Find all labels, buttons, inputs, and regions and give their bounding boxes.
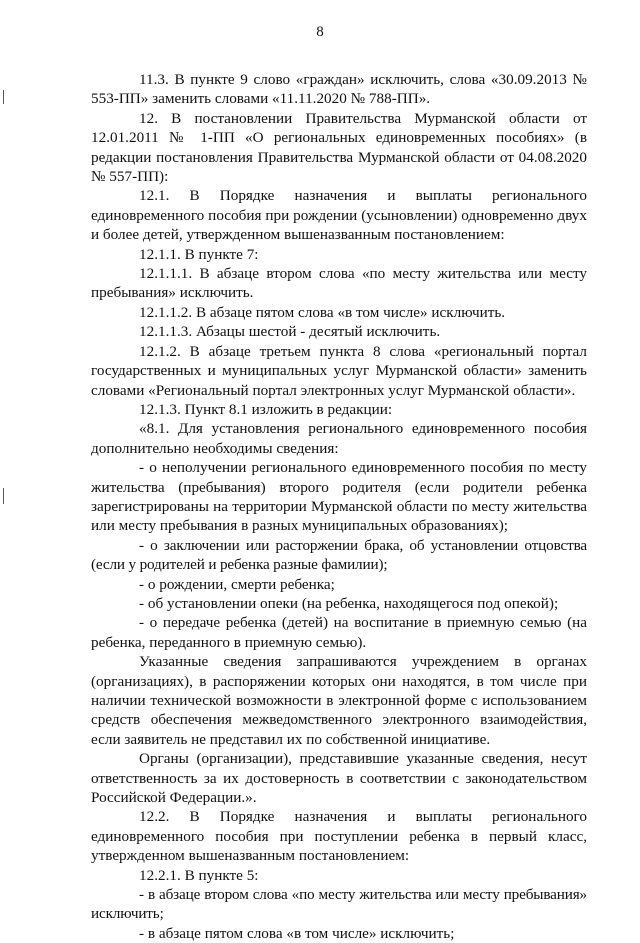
paragraph-12-1-3: 12.1.3. Пункт 8.1 изложить в редакции: xyxy=(139,400,393,418)
scan-edge-mark xyxy=(3,488,4,504)
paragraph-12-1-1-3: 12.1.1.3. Абзацы шестой - десятый исключить. xyxy=(139,323,441,341)
paragraph-12-1: 12.1. В Порядке назначения и выплаты регионального единовременного пособия при рождении (усыновлении) одновременно двух и более детей, утвержденном вышеназванным постановлением: xyxy=(91,187,587,244)
list-item: - в абзаце пятом слова «в том числе» исключить; xyxy=(139,924,455,942)
paragraph-12-1-2: 12.1.2. В абзаце третьем пункта 8 слова «региональный портал государственных и муниципальных услуг Мурманской области» заменить словами «Региональный портал электронных услуг Мурманской области». xyxy=(91,342,587,399)
paragraph-12-1-1: 12.1.1. В пункте 7: xyxy=(139,245,259,263)
paragraph-requests: Указанные сведения запрашиваются учреждением в органах (организациях), в распоряжении которых они находятся, в том числе при наличии технической возможности в электронной форме с использованием средств обеспечения межведомственного электронного взаимодействия, если заявитель не представил их по собственной инициативе. xyxy=(91,653,587,748)
list-item: - о неполучении регионального единовременного пособия по месту жительства (пребывания) второго родителя (если родители ребенка зарегистрированы на территории Мурманской области по месту жительства или месту пребывания в разных муниципальных образованиях); xyxy=(91,459,587,535)
paragraph-12-1-1-2: 12.1.1.2. В абзаце пятом слова «в том числе» исключить. xyxy=(139,303,506,321)
quoted-item-8-1: «8.1. Для установления регионального единовременного пособия дополнительно необходимы сведения: xyxy=(91,420,587,457)
page-number: 8 xyxy=(316,24,324,40)
paragraph-12: 12. В постановлении Правительства Мурманской области от 12.01.2011 № 1-ПП «О региональных единовременных пособиях» (в редакции постановления Правительства Мурманской области от 04.08.2020 № 557-ПП): xyxy=(91,109,587,186)
list-item: - о заключении или расторжении брака, об установлении отцовства (если у родителей и ребенка разные фамилии); xyxy=(91,536,587,574)
list-item: - в абзаце втором слова «по месту жительства или месту пребывания» исключить; xyxy=(91,886,587,923)
paragraph-12-2: 12.2. В Порядке назначения и выплаты регионального единовременного пособия при поступлении ребенка в первый класс, утвержденном вышеназванным постановлением: xyxy=(91,808,587,865)
paragraph-responsibility: Органы (организации), представившие указанные сведения, несут ответственность за их достоверность в соответствии с законодательством Российской Федерации.». xyxy=(91,750,587,807)
paragraph-12-1-1-1: 12.1.1.1. В абзаце втором слова «по месту жительства или месту пребывания» исключить. xyxy=(91,265,587,302)
paragraph-11-3: 11.3. В пункте 9 слово «граждан» исключить, слова «30.09.2013 № 553-ПП» заменить словами «11.11.2020 № 788-ПП». xyxy=(91,71,587,108)
list-item: - о передаче ребенка (детей) на воспитание в приемную семью (на ребенка, переданного в приемную семью). xyxy=(91,614,587,651)
paragraph-12-2-1: 12.2.1. В пункте 5: xyxy=(139,866,259,884)
list-item: - об установлении опеки (на ребенка, находящегося под опекой); xyxy=(139,594,559,612)
list-item: - о рождении, смерти ребенка; xyxy=(139,575,335,593)
scan-edge-mark xyxy=(3,90,4,104)
document-body xyxy=(91,70,587,943)
